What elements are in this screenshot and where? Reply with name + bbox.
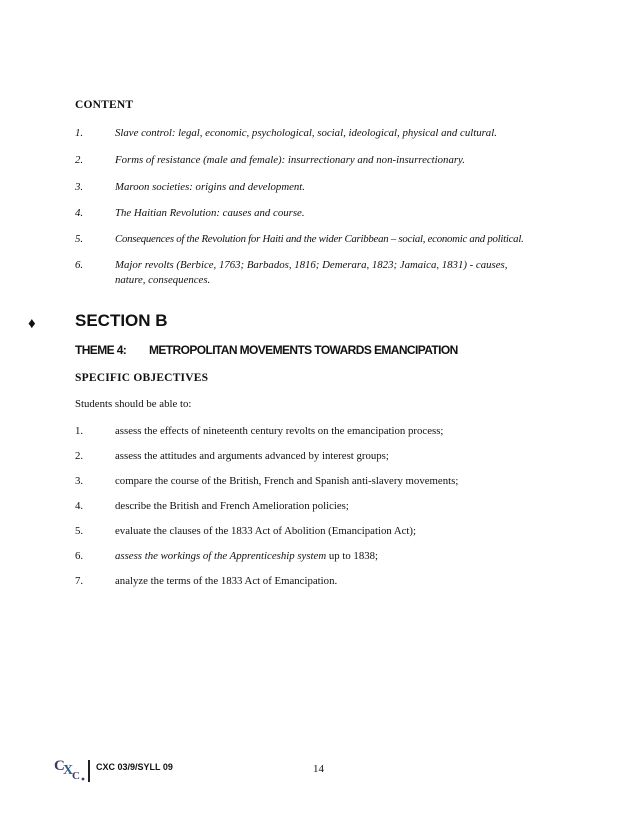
logo-dot: [82, 778, 85, 781]
objectives-intro: Students should be able to:: [75, 398, 192, 410]
item-text: Forms of resistance (male and female): insurrectionary and non-insurrectionary.: [115, 154, 465, 166]
content-item: [75, 258, 555, 290]
section-bullet: ♦: [28, 315, 36, 332]
item-number: 3.: [75, 181, 84, 193]
item-number: 2.: [75, 154, 84, 166]
objectives-heading: SPECIFIC OBJECTIVES: [75, 372, 209, 384]
item-text: assess the attitudes and arguments advanced by interest groups;: [115, 450, 389, 462]
item-number: 6.: [75, 550, 84, 562]
item-text-rest: up to 1838;: [326, 550, 379, 562]
theme-label: THEME 4:: [75, 343, 127, 357]
logo-c-left: C: [54, 758, 65, 774]
item-text: Maroon societies: origins and development.: [115, 181, 306, 193]
item-number: 5.: [75, 233, 84, 245]
item-number: 1.: [75, 127, 84, 139]
footer-divider: [88, 760, 90, 782]
item-text: describe the British and French Amelioration policies;: [115, 500, 349, 512]
logo-x: X: [63, 763, 74, 778]
cxc-logo: [52, 754, 88, 784]
item-number: 4.: [75, 500, 84, 512]
item-number: 6.: [75, 259, 84, 271]
content-heading: CONTENT: [75, 99, 134, 111]
footer-code: CXC 03/9/SYLL 09: [96, 762, 173, 772]
item-text: Major revolts (Berbice, 1763; Barbados, 1816; Demerara, 1823; Jamaica, 1831) - causes, nature, consequences.: [115, 259, 508, 286]
item-text: The Haitian Revolution: causes and course.: [115, 207, 305, 219]
item-number: 4.: [75, 207, 84, 219]
item-number: 7.: [75, 575, 84, 587]
item-text: compare the course of the British, French and Spanish anti-slavery movements;: [115, 475, 459, 487]
item-number: 2.: [75, 450, 84, 462]
item-text: analyze the terms of the 1833 Act of Emancipation.: [115, 575, 338, 587]
item-text: [115, 549, 555, 564]
item-text-italic: assess the workings of the Apprenticeship system: [115, 550, 327, 562]
cxc-logo-graphic: [52, 754, 88, 784]
item-text: evaluate the clauses of the 1833 Act of Abolition (Emancipation Act);: [115, 525, 417, 537]
item-text: Consequences of the Revolution for Haiti and the wider Caribbean – social, economic and political.: [115, 233, 524, 245]
logo-c-right: C: [72, 770, 80, 782]
item-number: 1.: [75, 425, 84, 437]
page-number: 14: [313, 763, 324, 775]
item-text: assess the effects of nineteenth century revolts on the emancipation process;: [115, 425, 444, 437]
item-text: Slave control: legal, economic, psychological, social, ideological, physical and cultural.: [115, 127, 497, 139]
item-number: 5.: [75, 525, 84, 537]
theme-title: METROPOLITAN MOVEMENTS TOWARDS EMANCIPATION: [149, 343, 458, 357]
section-title: SECTION B: [75, 311, 168, 330]
item-number: 3.: [75, 475, 84, 487]
